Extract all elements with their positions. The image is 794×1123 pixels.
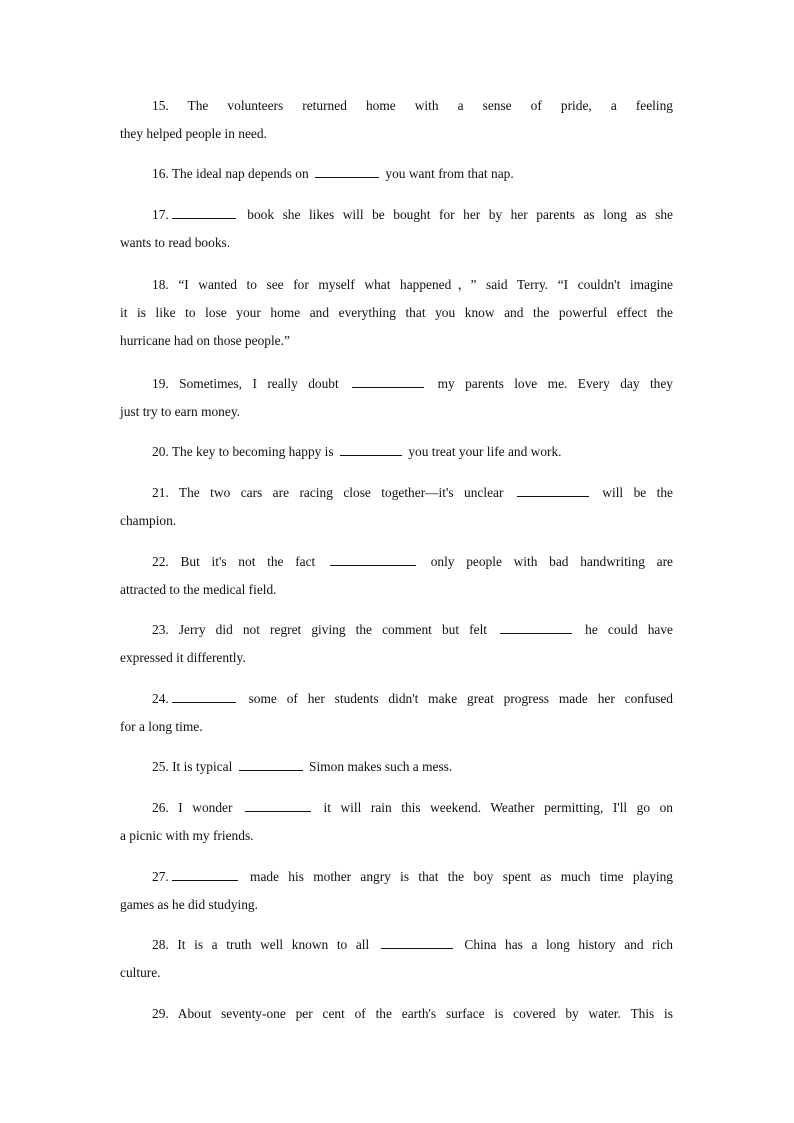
question-24 [120,685,673,741]
question-line: they helped people in need. [120,126,267,141]
answer-blank[interactable] [239,758,303,771]
question-line: 16. The ideal nap depends on you want from that nap. [152,166,514,181]
question-line: expressed it differently. [120,650,246,665]
question-line: 26. I wonder it will rain this weekend. Weather permitting, I'll go on [152,800,673,815]
question-line: 19. Sometimes, I really doubt my parents love me. Every day they [152,376,674,391]
answer-blank[interactable] [352,375,424,388]
question-line: 17. book she likes will be bought for her by her parents as long as she [152,207,673,222]
question-line: culture. [120,965,161,980]
question-line: 25. It is typical Simon makes such a mess. [152,759,453,774]
question-line: hurricane had on those people.” [120,333,290,348]
question-line: 22. But it's not the fact only people with bad handwriting are [152,554,673,569]
question-line: champion. [120,513,177,528]
question-20 [120,438,673,466]
answer-blank[interactable] [517,484,589,497]
question-line: 27. made his mother angry is that the boy spent as much time playing [152,869,673,884]
question-line: it is like to lose your home and everything that you know and the powerful effect the [120,305,673,320]
question-line: attracted to the medical field. [120,582,277,597]
answer-blank[interactable] [340,443,402,456]
answer-blank[interactable] [172,206,236,219]
question-19 [120,370,673,426]
answer-blank[interactable] [381,936,453,949]
answer-blank[interactable] [500,621,572,634]
question-25 [120,753,673,781]
question-line: just try to earn money. [120,404,240,419]
question-26 [120,794,673,850]
question-line: 29. About seventy-one per cent of the earth's surface is covered by water. This is [152,1006,673,1021]
question-18 [120,271,673,355]
question-21 [120,479,673,535]
question-line: 18. “I wanted to see for myself what happened，” said Terry. “I couldn't imagine [152,277,673,292]
question-29 [120,1000,673,1028]
answer-blank[interactable] [172,868,238,881]
question-line: games as he did studying. [120,897,258,912]
question-16 [120,160,673,188]
answer-blank[interactable] [330,553,416,566]
question-27 [120,863,673,919]
question-line: 24. some of her students didn't make great progress made her confused [152,691,673,706]
question-line: 15. The volunteers returned home with a sense of pride, a feeling [152,98,673,113]
question-line: 21. The two cars are racing close together—it's unclear will be the [152,485,673,500]
question-17 [120,201,673,257]
question-28 [120,931,673,987]
question-line: 23. Jerry did not regret giving the comment but felt he could have [152,622,673,637]
question-22 [120,548,673,604]
question-23 [120,616,673,672]
question-line: 20. The key to becoming happy is you treat your life and work. [152,444,562,459]
question-15 [120,92,673,148]
question-line: for a long time. [120,719,203,734]
answer-blank[interactable] [172,690,236,703]
question-line: wants to read books. [120,235,231,250]
question-line: a picnic with my friends. [120,828,254,843]
question-line: 28. It is a truth well known to all China has a long history and rich [152,937,673,952]
answer-blank[interactable] [245,799,311,812]
answer-blank[interactable] [315,165,379,178]
